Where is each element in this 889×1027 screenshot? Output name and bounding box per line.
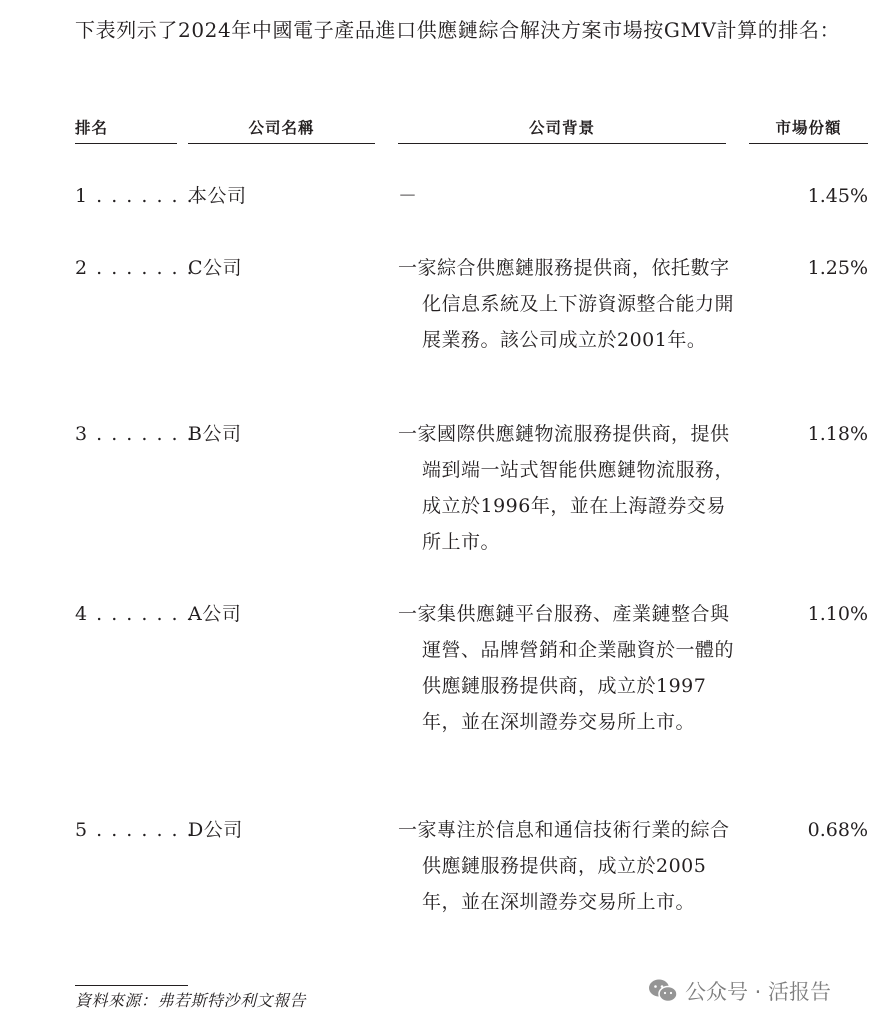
company-name-cell: C公司 (188, 257, 243, 279)
rank-cell: 4 . . . . . . . (75, 603, 195, 625)
company-name-cell: D公司 (188, 819, 243, 841)
header-company-background: 公司背景 (398, 116, 726, 144)
intro-paragraph: 下表列示了2024年中國電子產品進口供應鏈綜合解決方案市場按GMV計算的排名： (75, 18, 841, 42)
market-share-cell: 1.18% (807, 423, 868, 445)
market-share-cell: 1.10% (807, 603, 868, 625)
company-background-cell: 一家國際供應鏈物流服務提供商，提供端到端一站式智能供應鏈物流服務，成立於1996年，並在上海證券交易所上市。 (398, 423, 735, 553)
rank-cell: 3 . . . . . . . (75, 423, 195, 445)
market-share-cell: 1.25% (807, 257, 868, 279)
company-background-cell: － (398, 185, 418, 207)
company-name-cell: A公司 (188, 603, 242, 625)
market-share-cell: 0.68% (807, 819, 868, 841)
market-share-cell: 1.45% (807, 185, 868, 207)
company-name-cell: B公司 (188, 423, 242, 445)
header-company-name: 公司名稱 (188, 116, 375, 144)
company-background-cell: 一家集供應鏈平台服務、產業鏈整合與運營、品牌營銷和企業融資於一體的供應鏈服務提供商，成立於1997年，並在深圳證券交易所上市。 (398, 603, 735, 733)
company-name-cell: 本公司 (188, 185, 247, 207)
source-divider (75, 985, 188, 986)
rank-cell: 5 . . . . . . . (75, 819, 195, 841)
watermark-text: 公众号 · 活报告 (685, 980, 832, 1004)
header-market-share: 市場份額 (749, 116, 868, 144)
company-background-cell: 一家綜合供應鏈服務提供商，依托數字化信息系統及上下游資源整合能力開展業務。該公司成立於2001年。 (398, 257, 735, 351)
rank-cell: 2 . . . . . . . (75, 257, 195, 279)
header-rank: 排名 (75, 116, 177, 144)
wechat-icon (648, 978, 678, 1004)
source-note: 資料來源：弗若斯特沙利文報告 (75, 991, 307, 1010)
watermark (648, 976, 831, 1006)
company-background-cell: 一家專注於信息和通信技術行業的綜合供應鏈服務提供商，成立於2005年，並在深圳證券交易所上市。 (398, 819, 730, 913)
rank-cell: 1 . . . . . . . (75, 185, 195, 207)
